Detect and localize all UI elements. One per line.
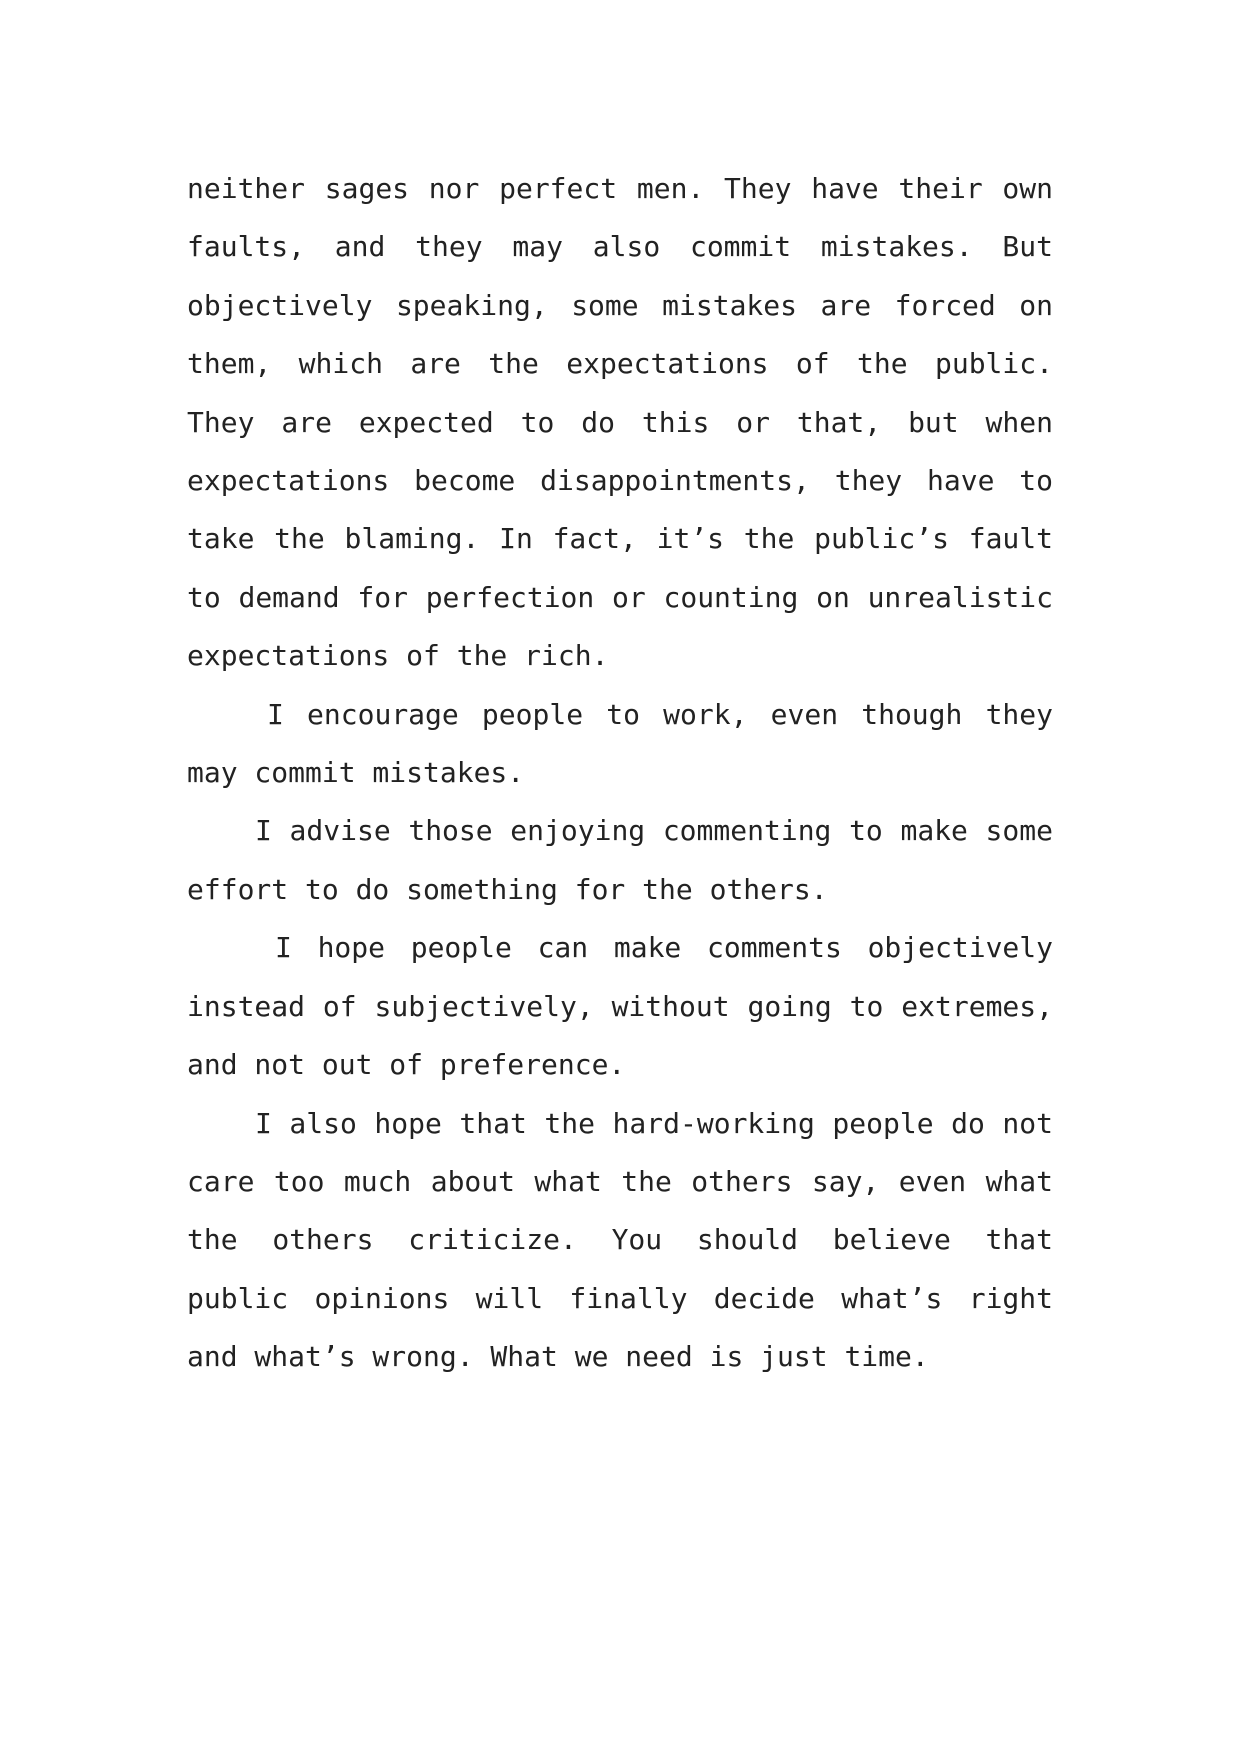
paragraph-1: neither sages nor perfect men. They have their own faults, and they may also commit mistakes. But objectively speaking, some mistakes are forced on them, which are the expectations of the public. They are expected to do this or that, but when expectations become disappointments, they have to take the blaming. In fact, it’s the public’s fault to demand for perfection or counting on unrealistic expectations of the rich. — [187, 172, 1053, 673]
paragraph-2: I encourage people to work, even though they may commit mistakes. — [187, 697, 1053, 790]
body-text — [187, 160, 1053, 1387]
paragraph-3: I advise those enjoying commenting to make some effort to do something for the others. — [187, 814, 1053, 906]
paragraph-4: I hope people can make comments objectively instead of subjectively, without going to extremes, and not out of preference. — [187, 931, 1053, 1082]
paragraph-5: I also hope that the hard-working people do not care too much about what the others say, even what the others criticize. You should believe that public opinions will finally decide what’s right and what’s wrong. What we need is just time. — [187, 1106, 1053, 1374]
